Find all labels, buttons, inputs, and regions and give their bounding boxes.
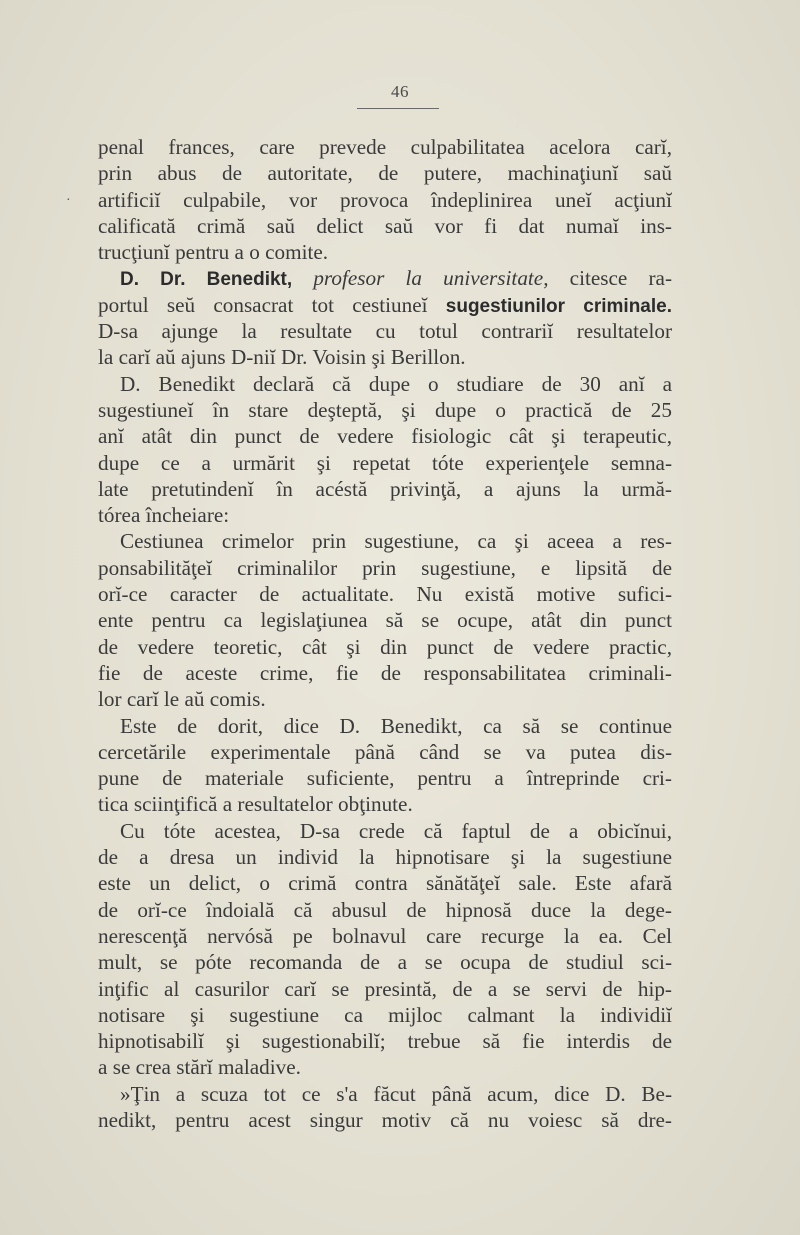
line-text: lor carĭ le aŭ comis. — [98, 687, 266, 712]
margin-mark: · — [66, 193, 71, 208]
line-text: penal frances, care prevede culpabilitatea acelora carĭ, — [98, 135, 672, 159]
line-text: de a dresa un individ la hipnotisare şi la sugestiune — [98, 845, 672, 870]
text-line — [98, 371, 672, 397]
line-text: nerescenţă nervósă pe bolnavul care recurge la ea. Cel — [98, 923, 672, 948]
text-line — [98, 502, 672, 528]
line-text: ponsabilităţeĭ criminalilor prin sugestiune, e lipsită de — [98, 555, 672, 580]
text-line — [98, 634, 672, 660]
line-text: citesce ra- — [548, 266, 673, 291]
line-text: este un delict, o crimă contra sănătăţeĭ sale. Este afară — [98, 871, 672, 896]
text-line — [98, 1028, 672, 1054]
text-line — [98, 476, 672, 502]
text-line — [98, 239, 672, 265]
text-line — [98, 423, 672, 449]
line-text: artificiĭ culpabile, vor provoca îndeplinirea uneĭ acţiunĭ — [98, 187, 672, 212]
line-text: Cestiunea crimelor prin sugestiune, ca şi aceea a res- — [120, 529, 672, 554]
line-text: tórea încheiare: — [98, 503, 230, 528]
line-text: notisare şi sugestiune ca mijloc calmant la individiĭ — [98, 1002, 672, 1027]
line-text: late pretutindenĭ în acéstă privinţă, a ajuns la urmă- — [98, 476, 672, 501]
text-line — [98, 450, 672, 476]
text-line — [98, 344, 672, 370]
text-line — [98, 1107, 672, 1133]
emphasis-text: sugestiunilor criminale. — [445, 295, 672, 317]
line-text: Cu tóte acestea, D-sa crede că faptul de a obicĭnui, — [120, 818, 672, 843]
line-text: portul seŭ consacrat tot cestiuneĭ — [98, 292, 446, 317]
line-text: D-sa ajunge la resultate cu totul contrariĭ resultatelor — [98, 319, 672, 344]
line-text: hipnotisabilĭ şi sugestionabilĭ; trebue să fie interdis de — [98, 1029, 672, 1054]
text-line — [98, 739, 672, 765]
line-text: a se crea stărĭ maladive. — [98, 1055, 301, 1080]
text-line — [98, 1081, 672, 1107]
line-text: ente pentru ca legislaţiunea să se ocupe, atât din punct — [98, 608, 672, 633]
text-line — [98, 923, 672, 949]
text-line — [98, 818, 672, 844]
text-line — [98, 791, 672, 817]
text-line — [98, 528, 672, 554]
text-line — [98, 397, 672, 423]
line-text: nedikt, pentru acest singur motiv că nu voiesc să dre- — [98, 1107, 672, 1132]
text-line — [98, 660, 672, 686]
text-line — [98, 607, 672, 633]
line-text: prin abus de autoritate, de putere, machinaţiunĭ saŭ — [98, 161, 672, 186]
text-line — [98, 555, 672, 581]
line-text: Este de dorit, dice D. Benedikt, ca să se continue — [120, 713, 672, 738]
line-text: de orĭ-ce îndoială că abusul de hipnosă duce la dege- — [98, 897, 672, 922]
line-text: la carĭ aŭ ajuns D-niĭ Dr. Voisin şi Berillon. — [98, 345, 466, 370]
page-number: 46 — [391, 82, 409, 101]
text-line — [98, 949, 672, 975]
line-text: trucţiunĭ pentru a o comite. — [98, 240, 329, 265]
line-text: inţific al casurilor carĭ se presintă, de a se servi de hip- — [98, 976, 672, 1001]
author-title: profesor la universitate, — [292, 266, 549, 291]
line-text: D. Benedikt declară că dupe o studiare de 30 anĭ a — [120, 371, 672, 396]
line-text: »Ţin a scuza tot ce s'a făcut până acum, dice D. Be- — [120, 1081, 672, 1106]
line-text: cercetările experimentale până când se va putea dis- — [98, 739, 672, 764]
line-text: tica sciinţifică a resultatelor obţinute. — [98, 792, 413, 817]
text-line — [98, 265, 672, 291]
text-line — [98, 213, 672, 239]
text-line — [98, 318, 672, 344]
text-line — [98, 292, 672, 318]
text-line — [98, 581, 672, 607]
line-text: anĭ atât din punct de vedere fisiologic cât şi terapeutic, — [98, 424, 672, 449]
line-text: orĭ-ce caracter de actualitate. Nu există motive sufici- — [98, 582, 672, 607]
body-text — [98, 134, 672, 1133]
text-line — [98, 187, 672, 213]
line-text: pune de materiale suficiente, pentru a întreprinde cri- — [98, 766, 672, 791]
text-line — [98, 686, 672, 712]
line-text: mult, se póte recomanda de a se ocupa de studiul sci- — [98, 950, 672, 975]
text-line — [98, 976, 672, 1002]
author-name: D. Dr. Benedikt, — [120, 269, 293, 291]
line-text: calificată crimă saŭ delict saŭ vor fi dat numaĭ ins- — [98, 213, 672, 238]
text-line — [98, 134, 672, 160]
line-text: de vedere teoretic, cât şi din punct de vedere practic, — [98, 634, 672, 659]
line-text: sugestiuneĭ în stare deşteptă, şi dupe o practică de 25 — [98, 397, 672, 422]
text-line — [98, 160, 672, 186]
text-line — [98, 713, 672, 739]
text-line — [98, 1054, 672, 1080]
text-line — [98, 844, 672, 870]
text-line — [98, 1002, 672, 1028]
line-text: dupe ce a urmărit şi repetat tóte experienţele semna- — [98, 450, 672, 475]
text-line — [98, 870, 672, 896]
text-line — [98, 765, 672, 791]
line-text: fie de aceste crime, fie de responsabilitatea criminali- — [98, 660, 672, 685]
text-line — [98, 897, 672, 923]
header-rule — [357, 108, 439, 109]
